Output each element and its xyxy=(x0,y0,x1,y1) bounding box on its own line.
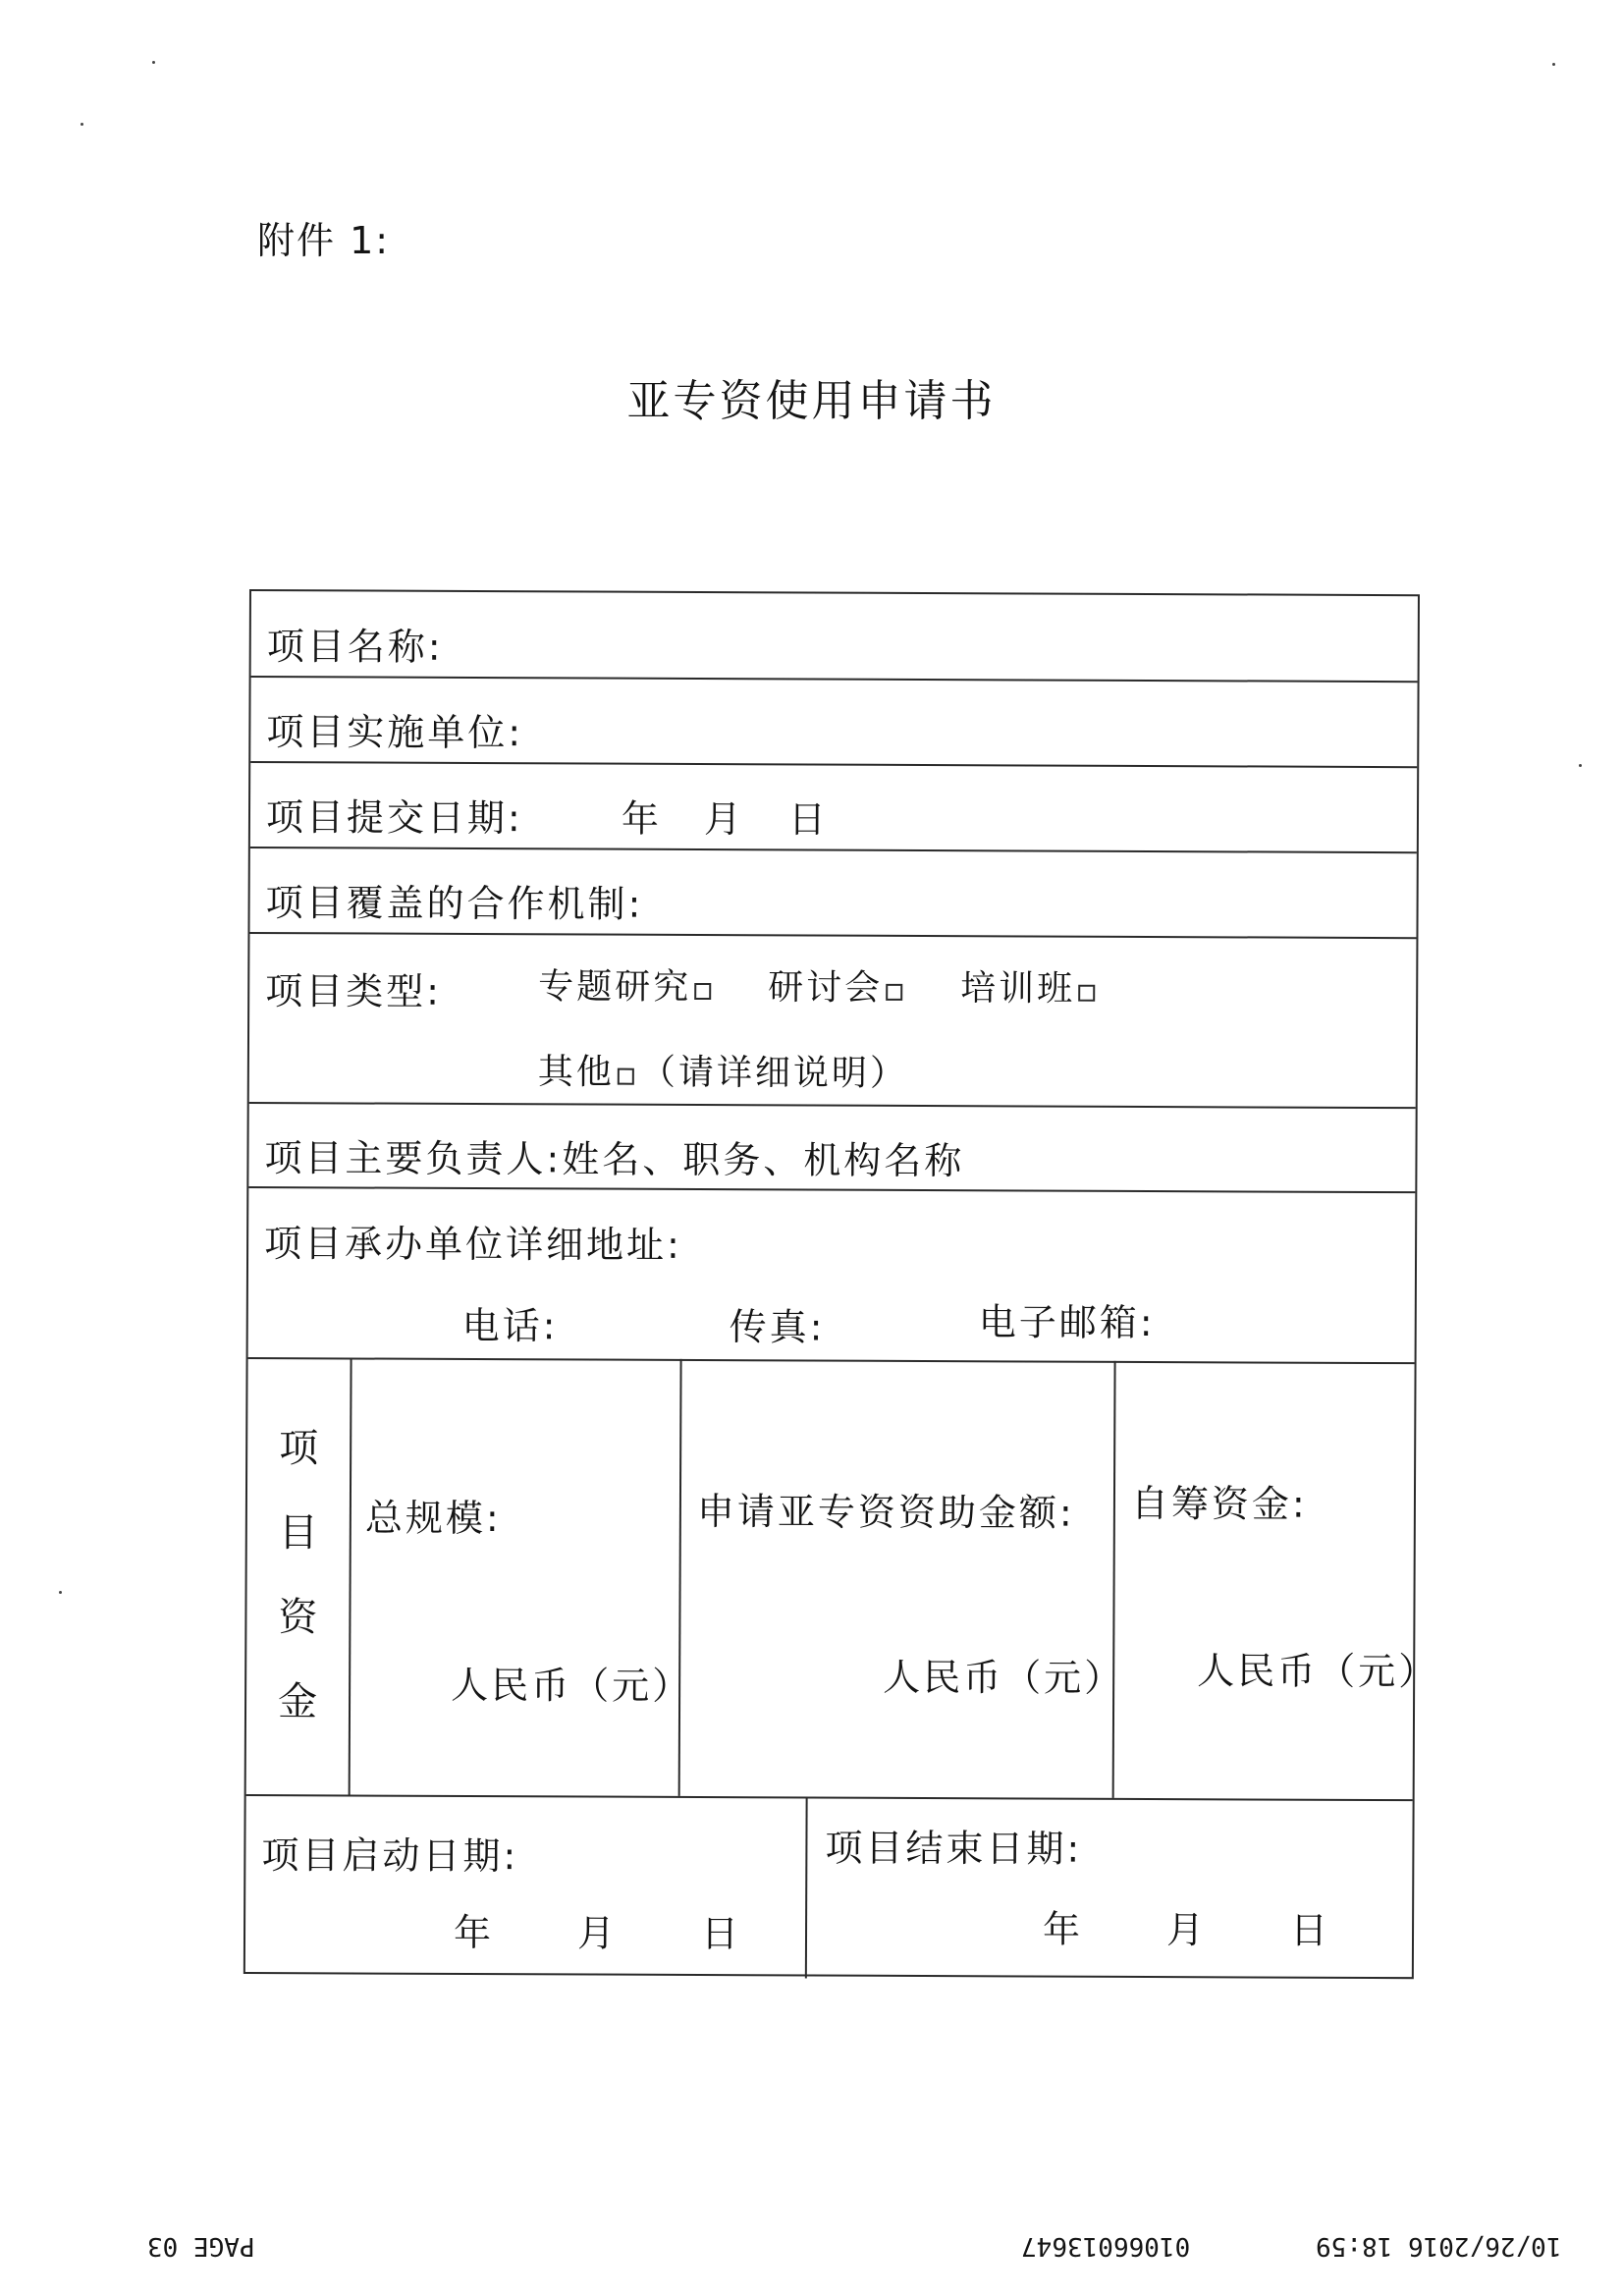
row-divider xyxy=(249,932,1416,939)
checkbox-icon[interactable] xyxy=(618,1068,634,1085)
option-label: 研讨会 xyxy=(768,967,884,1009)
attachment-label: 附件 1: xyxy=(257,219,391,262)
implementing-unit-label: 项目实施单位: xyxy=(266,710,524,755)
end-day: 日 xyxy=(1289,1908,1331,1952)
fax-number: 01066013647 xyxy=(1021,2231,1191,2261)
submission-day: 日 xyxy=(787,797,830,842)
requested-amount-label: 申请亚专资资助金额: xyxy=(696,1489,1075,1535)
end-date-label: 项目结束日期: xyxy=(825,1826,1083,1871)
project-name-label: 项目名称: xyxy=(266,625,444,669)
row-divider xyxy=(250,847,1417,853)
email-label: 电子邮箱: xyxy=(978,1300,1156,1345)
row-divider xyxy=(246,1794,1413,1801)
scan-speck xyxy=(1579,764,1582,767)
checkbox-icon[interactable] xyxy=(886,984,902,1001)
self-raised-label: 自筹资金: xyxy=(1130,1481,1308,1526)
column-divider xyxy=(1112,1361,1116,1798)
start-day: 日 xyxy=(700,1912,742,1956)
option-topic-research[interactable] xyxy=(538,958,717,1010)
total-scale-label: 总规模: xyxy=(364,1496,502,1541)
checkbox-icon[interactable] xyxy=(1078,985,1095,1002)
funding-side-label: 项 目 资 金 xyxy=(277,1426,319,1725)
currency-requested: 人民币（元） xyxy=(883,1655,1125,1700)
address-label: 项目承办单位详细地址: xyxy=(263,1222,682,1267)
row-divider xyxy=(249,1102,1416,1109)
start-month: 月 xyxy=(576,1911,619,1955)
submission-month: 月 xyxy=(703,797,745,842)
lead-person-label: 项目主要负责人:姓名、职务、机构名称 xyxy=(264,1136,965,1183)
row-divider xyxy=(251,676,1418,683)
column-divider xyxy=(805,1796,808,1978)
checkbox-icon[interactable] xyxy=(694,983,711,1000)
option-label: 培训班 xyxy=(960,968,1076,1010)
option-seminar[interactable] xyxy=(768,959,908,1011)
phone-label: 电话: xyxy=(461,1303,559,1348)
end-year: 年 xyxy=(1042,1907,1084,1951)
project-type-label: 项目类型: xyxy=(265,969,443,1013)
option-other[interactable] xyxy=(538,1044,908,1096)
cooperation-mechanism-label: 项目覆盖的合作机制: xyxy=(265,881,644,926)
page-title: 亚专资使用申请书 xyxy=(626,376,997,426)
fax-page: PAGE 03 xyxy=(147,2231,255,2261)
scan-speck xyxy=(1552,63,1555,66)
scan-speck xyxy=(81,123,83,126)
fax-label: 传真: xyxy=(729,1305,826,1349)
scan-speck xyxy=(152,61,155,64)
scan-speck xyxy=(59,1591,62,1594)
end-month: 月 xyxy=(1165,1908,1208,1952)
currency-self-raised: 人民币（元） xyxy=(1197,1649,1439,1694)
option-label: 其他 xyxy=(537,1052,615,1093)
submission-year: 年 xyxy=(621,796,663,841)
fax-datetime: 10/26/2016 18:59 xyxy=(1316,2231,1562,2261)
start-year: 年 xyxy=(453,1910,495,1955)
column-divider xyxy=(678,1359,682,1796)
currency-total: 人民币（元） xyxy=(451,1663,693,1708)
row-divider xyxy=(250,761,1417,768)
start-date-label: 项目启动日期: xyxy=(261,1833,519,1879)
submission-date-label: 项目提交日期: xyxy=(265,795,523,841)
row-divider xyxy=(248,1186,1415,1193)
row-divider xyxy=(248,1357,1415,1364)
option-label: 专题研究 xyxy=(538,966,692,1008)
option-training[interactable] xyxy=(960,960,1101,1011)
other-note: （请详细说明） xyxy=(639,1052,908,1094)
application-form xyxy=(243,589,1439,1979)
